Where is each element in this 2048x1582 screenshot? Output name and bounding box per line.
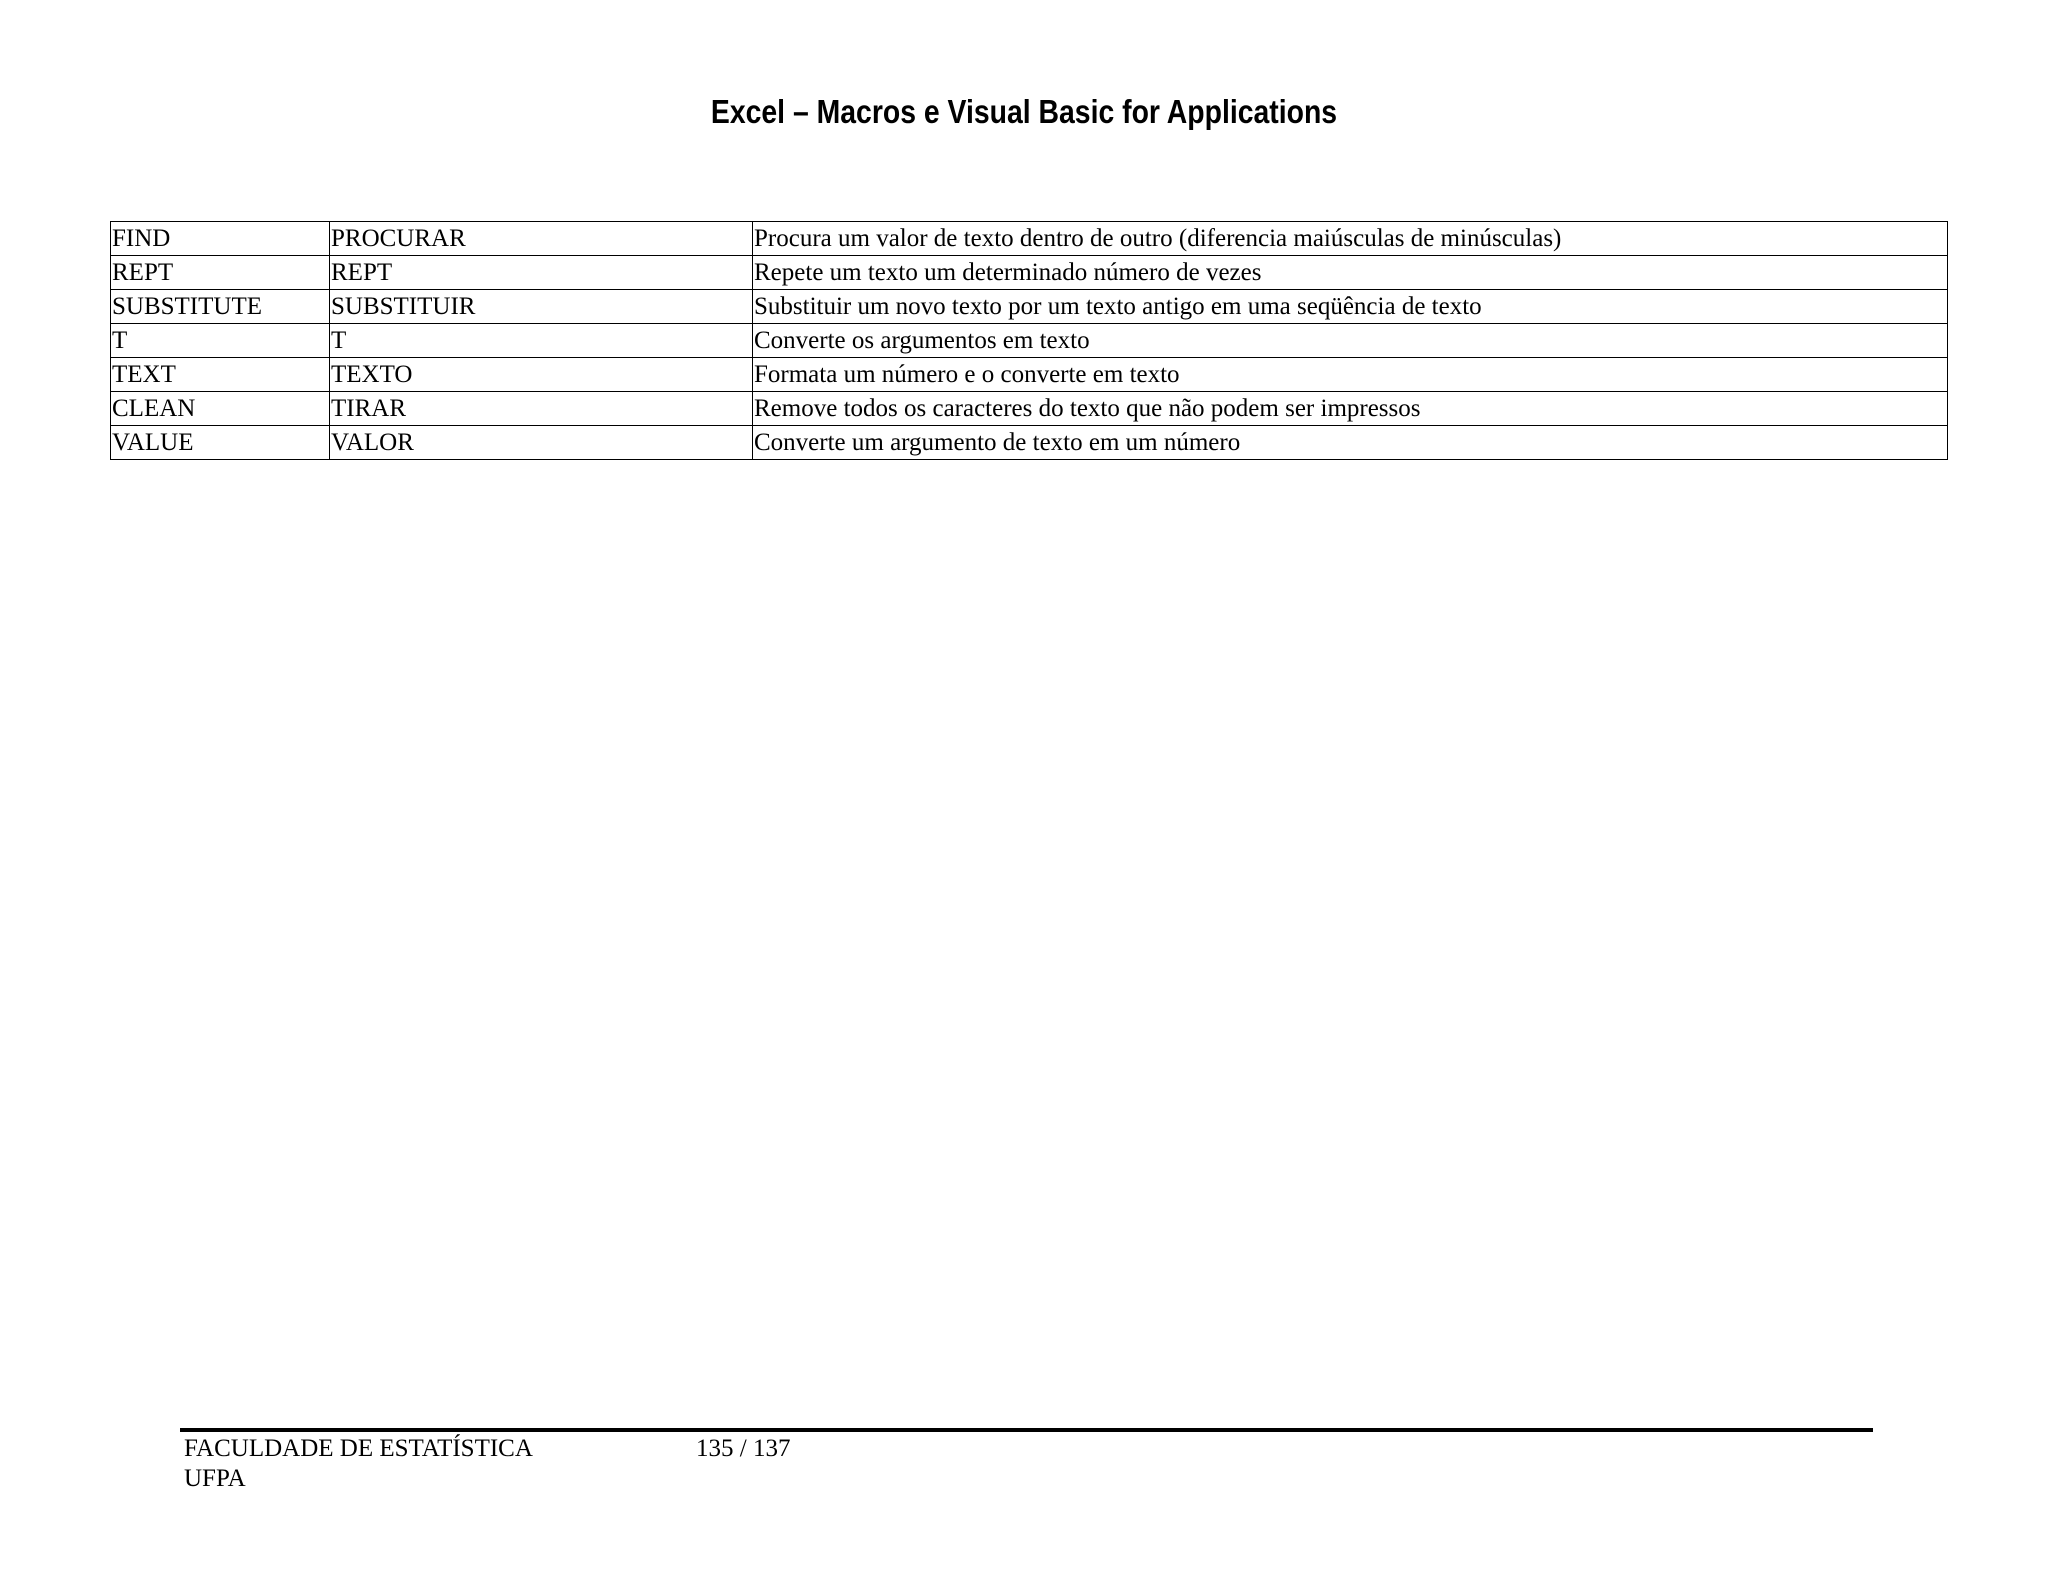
function-description: Procura um valor de texto dentro de outro (diferencia maiúsculas de minúsculas)	[753, 222, 1948, 256]
function-name-en: REPT	[111, 256, 330, 290]
function-description: Formata um número e o converte em texto	[753, 358, 1948, 392]
function-name-en: CLEAN	[111, 392, 330, 426]
table-row	[111, 324, 1948, 358]
table-row	[111, 222, 1948, 256]
function-description: Repete um texto um determinado número de vezes	[753, 256, 1948, 290]
function-name-pt: REPT	[330, 256, 753, 290]
page-title: Excel – Macros e Visual Basic for Applications	[710, 93, 1338, 130]
page-number: 135 / 137	[696, 1435, 791, 1462]
function-table	[110, 221, 1948, 460]
function-name-en: TEXT	[111, 358, 330, 392]
function-description: Remove todos os caracteres do texto que não podem ser impressos	[753, 392, 1948, 426]
function-name-pt: TEXTO	[330, 358, 753, 392]
function-name-pt: VALOR	[330, 426, 753, 460]
footer-institution: FACULDADE DE ESTATÍSTICA	[184, 1435, 533, 1462]
function-description: Converte um argumento de texto em um número	[753, 426, 1948, 460]
footer-university: UFPA	[184, 1465, 246, 1492]
table-row	[111, 256, 1948, 290]
function-name-en: SUBSTITUTE	[111, 290, 330, 324]
function-name-pt: T	[330, 324, 753, 358]
table-row	[111, 426, 1948, 460]
footer-divider	[180, 1428, 1873, 1432]
table-row	[111, 358, 1948, 392]
function-description: Converte os argumentos em texto	[753, 324, 1948, 358]
function-name-pt: TIRAR	[330, 392, 753, 426]
function-name-pt: PROCURAR	[330, 222, 753, 256]
function-name-en: VALUE	[111, 426, 330, 460]
function-name-en: T	[111, 324, 330, 358]
table-row	[111, 392, 1948, 426]
function-name-en: FIND	[111, 222, 330, 256]
function-name-pt: SUBSTITUIR	[330, 290, 753, 324]
function-description: Substituir um novo texto por um texto antigo em uma seqüência de texto	[753, 290, 1948, 324]
table-row	[111, 290, 1948, 324]
